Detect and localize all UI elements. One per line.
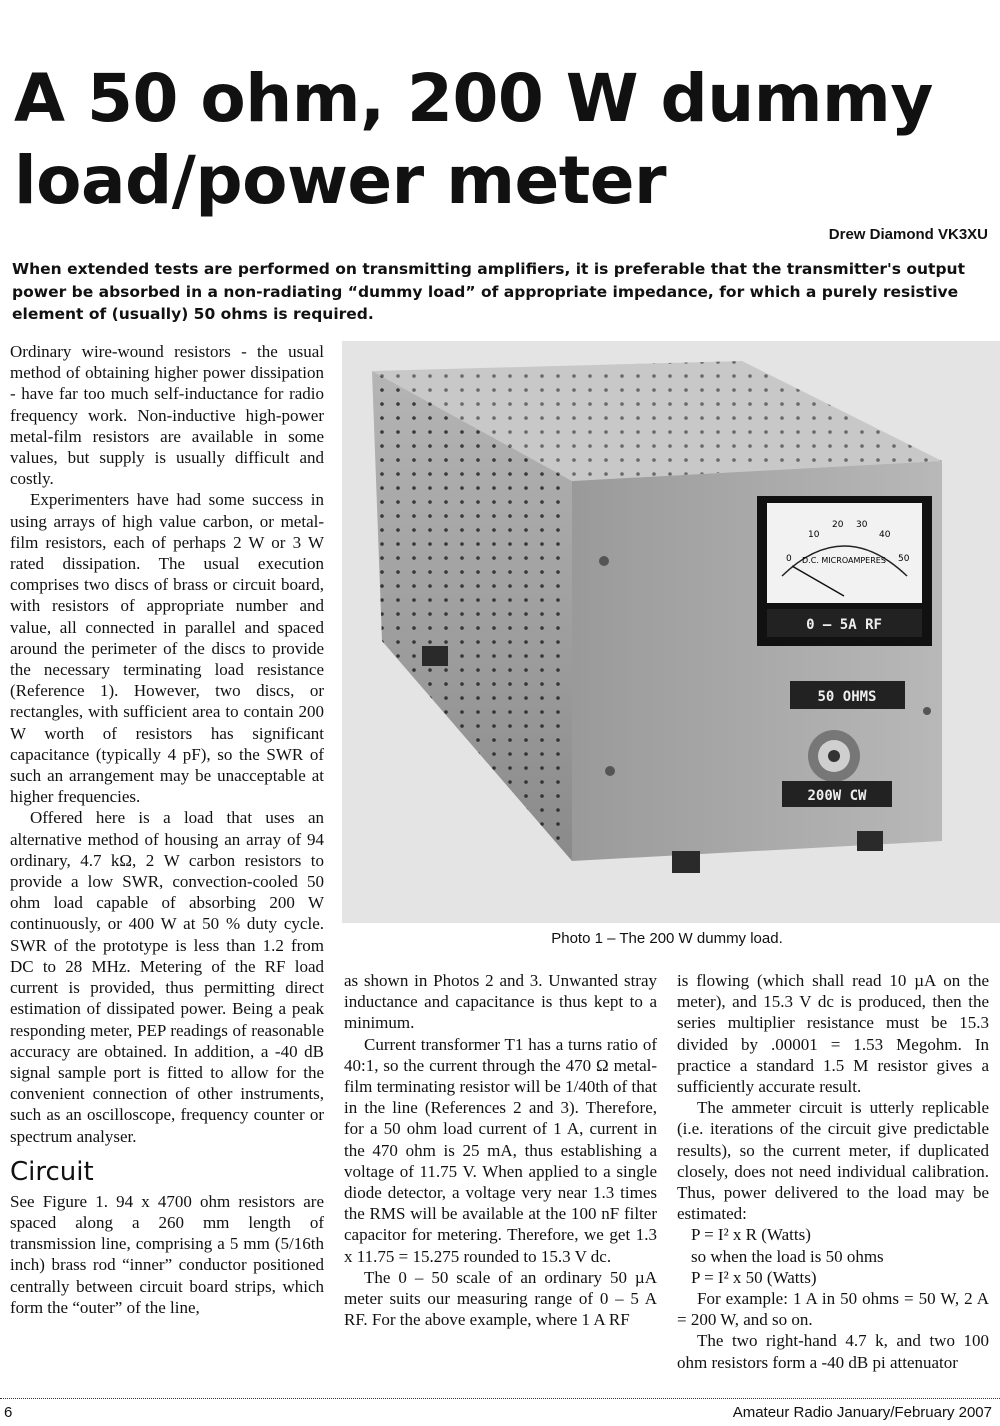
paragraph: Experimenters have had some success in using arrays of high value carbon, or metal-film resistors, each of perhaps 2 W or 3 W rated dissipation. The usual execution comprises two discs of brass or circuit board, with resistors of appropriate number and value, all connected in parallel and spaced around the perimeter of the discs to provide the necessary terminating load resistance (Reference 1). However, two discs, or rectangles, with sufficient area to contain 200 W worth of resistors has significant capacitance (typically 4 pF), so the SWR of such an arrangement may be unacceptable at higher frequencies. xyxy=(10,490,324,807)
photo-dummy-load xyxy=(342,341,1000,923)
paragraph: as shown in Photos 2 and 3. Unwanted stray inductance and capacitance is thus kept to a minimum. xyxy=(344,971,657,1033)
meter-range-label: 0 – 5A RF xyxy=(806,617,882,633)
section-heading: Circuit xyxy=(10,1156,94,1187)
paragraph: Ordinary wire-wound resistors - the usual method of obtaining higher power dissipation - have far too much self-inductance for radio frequency work. Non-inductive high-power metal-film resistors are available in some values, but supply is usually difficult and costly. xyxy=(10,342,324,489)
meter-tick-label: 10 xyxy=(808,530,820,540)
paragraph: For example: 1 A in 50 ohms = 50 W, 2 A = 200 W, and so on. xyxy=(677,1289,989,1330)
paragraph: The ammeter circuit is utterly replicable (i.e. iterations of the circuit give predictable results), so the current meter, if duplicated closely, does not need individual calibration. Thus, power delivered to the load may be estimated: xyxy=(677,1098,989,1224)
column-2 xyxy=(344,970,657,1330)
meter-tick-label: 50 xyxy=(898,554,910,564)
paragraph: is flowing (which shall read 10 µA on the meter), and 15.3 V dc is produced, then the series multiplier resistance must be 15.3 divided by .00001 = 1.53 Megohm. In practice a standard 1.5 M resistor gives a sufficiently accurate result. xyxy=(677,971,989,1097)
photo-caption: Photo 1 – The 200 W dummy load. xyxy=(551,930,783,947)
meter-scale-label: D.C. MICROAMPERES xyxy=(802,556,886,565)
power-label: 200W CW xyxy=(807,788,867,804)
footer-rule xyxy=(0,1398,1000,1399)
meter-tick-label: 40 xyxy=(879,530,891,540)
meter-tick-label: 0 xyxy=(786,554,792,564)
paragraph: Offered here is a load that uses an alternative method of housing an array of 94 ordinary, 4.7 kΩ, 2 W carbon resistors to provide a low SWR, convection-cooled 50 ohm load capable of absorbing 200 W continuously, or 400 W at 50 % duty cycle. SWR of the prototype is less than 1.2 from DC to 28 MHz. Metering of the RF load current is provided, thus permitting direct estimation of dissipated power. Being a peak responding meter, PEP readings of reasonable accuracy are obtained. In addition, a -40 dB signal sample port is fitted to allow for the convenient connection of other instruments, such as an oscilloscope, frequency counter or spectrum analyser. xyxy=(10,808,324,1146)
lead-paragraph: When extended tests are performed on transmitting amplifiers, it is preferable that the transmitter's output power be absorbed in a non-radiating “dummy load” of appropriate impedance, for which a purely resistive element of (usually) 50 ohms is required. xyxy=(12,260,965,323)
page-number: 6 xyxy=(4,1404,13,1421)
journal-footer: Amateur Radio January/February 2007 xyxy=(732,1404,992,1421)
ohms-label: 50 OHMS xyxy=(817,689,877,705)
paragraph: The 0 – 50 scale of an ordinary 50 µA meter suits our measuring range of 0 – 5 A RF. For the above example, where 1 A RF xyxy=(344,1267,657,1330)
paragraph: See Figure 1. 94 x 4700 ohm resistors are spaced along a 260 mm length of transmission line, comprising a 5 mm (5/16th inch) brass rod “inner” conductor positioned centrally between circuit board strips, which form the “outer” of the line, xyxy=(10,1191,324,1317)
equation: P = I² x R (Watts) xyxy=(691,1225,811,1245)
column-3 xyxy=(677,970,989,1373)
meter-tick-label: 20 xyxy=(832,520,844,530)
paragraph: Current transformer T1 has a turns ratio of 40:1, so the current through the 470 Ω metal-film terminating resistor will be 1/40th of that in the line (References 2 and 3). Therefore, for a 50 ohm load current of 1 A, current in the 470 ohm is 25 mA, thus establishing a voltage of 11.75 V. When applied to a single diode detector, a voltage very near 1.3 times the RMS will be available at the 100 nF filter capacitor for metering. Therefore, we get 1.3 x 11.75 = 15.275 rounded to 15.3 V dc. xyxy=(344,1034,657,1266)
meter-tick-label: 30 xyxy=(856,520,868,530)
author-byline: Drew Diamond VK3XU xyxy=(828,226,988,243)
article-title: A 50 ohm, 200 W dummy load/power meter xyxy=(14,60,933,219)
column-1 xyxy=(10,341,324,1318)
equation-note: so when the load is 50 ohms xyxy=(691,1246,884,1266)
paragraph: The two right-hand 4.7 k, and two 100 ohm resistors form a -40 dB pi attenuator xyxy=(677,1331,989,1372)
equation: P = I² x 50 (Watts) xyxy=(691,1267,817,1287)
